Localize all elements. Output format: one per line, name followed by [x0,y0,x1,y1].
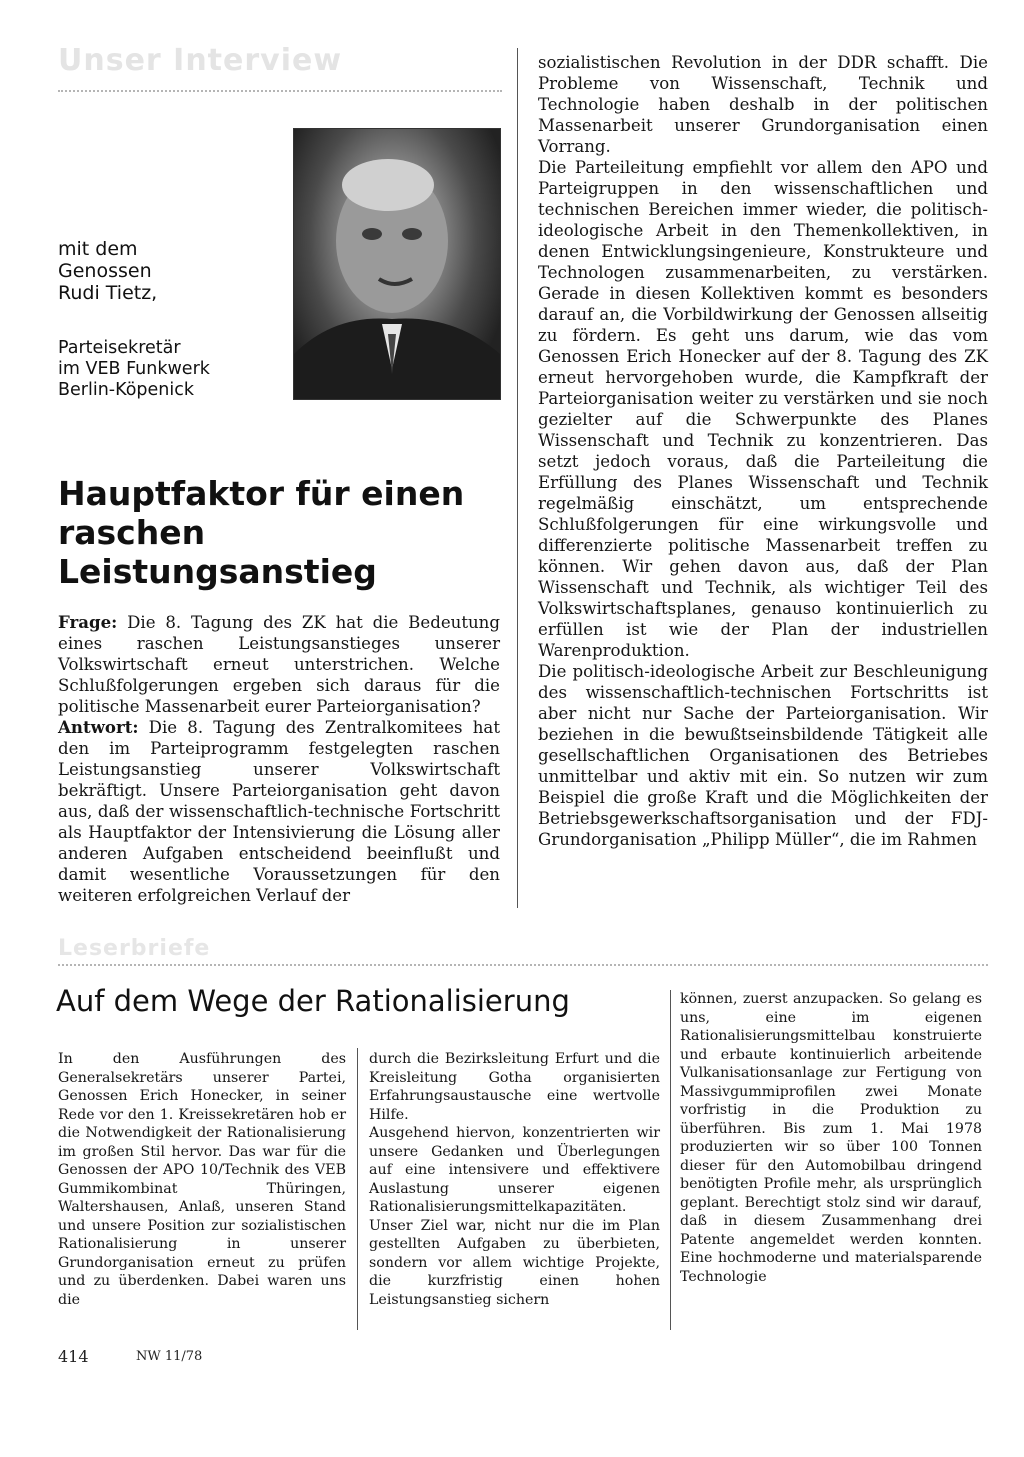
letters-divider-2 [670,990,671,1330]
letters-column-3 [680,990,982,1286]
letters-section-title: Leserbriefe [58,936,211,961]
question-paragraph [58,612,500,717]
letters-title-rule [58,964,988,966]
interview-left-column [58,612,500,906]
interviewee-intro [58,238,290,304]
right-paragraph-1: sozialistischen Revolution in der DDR schafft. Die Probleme von Wissenschaft, Technik und Technologie haben deshalb in der politischen Massenarbeit unserer Grundorganisation einen Vorrang. [538,53,988,156]
letters-col1-text: In den Ausführungen des Generalsekretärs unserer Partei, Genossen Erich Honecker, in seiner Rede vor den 1. Kreissekretären hob er die Notwendigkeit der Rationalisierung im großen Stil hervor. Das war für die Genossen der APO 10/Technik des VEB Gummikombinat Thüringen, Waltershausen, Anlaß, unseren Stand und unsere Position zur sozialistischen Rationalisierung in unserer Grundorganisation erneut zu prüfen und zu überdenken. Dabei waren uns die [58,1051,346,1308]
question-label: Frage: [58,612,118,632]
question-text: Die 8. Tagung des ZK hat die Bedeutung eines raschen Leistungsanstieges unserer Volkswirtschaft erneut unterstrichen. Welche Schlußfolgerungen ergeben sich daraus für die politische Massenarbeit eurer Parteiorganisation? [58,613,500,716]
interview-title-rule [58,90,502,92]
letters-divider-1 [357,1048,358,1330]
answer-label: Antwort: [58,717,139,737]
letters-col3-text: können, zuerst anzupacken. So gelang es uns, eine im eigenen Rationalisierungsmittelbau konstruierte und erbaute kontinuierlich arbeitende Vulkanisationsanlage zur Fertigung von Massivgummiprofilen zwei Monate vorfristig in die Produktion zu überführen. Bis zum 1. Mai 1978 produzierten wir so über 100 Tonnen dieser für den Automobilbau dringend benötigten Profile mehr, als ursprünglich geplant. Berechtigt stolz sind wir darauf, daß in diesem Zusammenhang drei Patente angemeldet werden konnten. Eine hochmoderne und materialsparende Technologie [680,991,982,1285]
interview-right-column [538,52,988,850]
letters-col2-p2: Ausgehend hiervon, konzentrierten wir unsere Gedanken und Überlegungen auf eine intensivere und effektivere Auslastung unserer eigenen Rationalisierungsmittelkapazitäten. Unser Ziel war, nicht nur die im Plan gestellten Aufgaben zu überbieten, sondern vor allem wichtige Projekte, die kurzfristig einen hohen Leistungsanstieg sichern [369,1125,660,1308]
right-paragraph-2: Die Parteileitung empfiehlt vor allem den APO und Parteigruppen in den wissenschaftlichen und technischen Bereichen immer wieder, die politisch-ideologische Arbeit in den Themenkollektiven, in denen Entwicklungsingenieure, Konstrukteure und Technologen zusammenarbeiten, zu verstärken. Gerade in diesen Kollektiven kommt es besonders darauf an, die Vorbildwirkung der Genossen allseitig zu fördern. Es geht uns darum, wie das vom Genossen Erich Honecker auf der 8. Tagung des ZK erneut hervorgehoben wurde, die Kampfkraft der Parteiorganisation weiter zu verstärken und sie noch gezielter auf die Schwerpunkte des Planes Wissenschaft und Technik zu konzentrieren. Das setzt jedoch voraus, daß die Parteileitung die Erfüllung des Planes Wissenschaft und Technik regelmäßig einschätzt, um entsprechende Schlußfolgerungen für eine wirkungsvolle und differenzierte politische Massenarbeit treffen zu können. Wir gehen davon aus, daß der Plan Wissenschaft und Technik, als wichtiger Teil des Volkswirtschaftsplanes, genauso kontinuierlich zu erfüllen ist wie der Plan der industriellen Warenproduktion. [538,158,988,660]
page-number: 414 [58,1347,89,1366]
role-line-1: Parteisekretär [58,338,181,358]
letters-headline: Auf dem Wege der Rationalisierung [56,984,570,1018]
interview-headline: Hauptfaktor für einen raschen Leistungsanstieg [58,474,465,591]
letters-col2-p1: durch die Bezirksleitung Erfurt und die Kreisleitung Gotha organisierten Erfahrungsaustausche eine wertvolle Hilfe. [369,1051,660,1123]
column-divider [517,48,518,908]
portrait-photo [293,128,501,400]
role-line-2: im VEB Funkwerk [58,359,210,379]
letters-column-1 [58,1050,346,1309]
issue-label: NW 11/78 [136,1349,203,1364]
intro-line-2: Genossen [58,260,152,282]
interview-section-title: Unser Interview [58,43,343,78]
answer-text: Die 8. Tagung des Zentralkomitees hat den im Parteiprogramm festgelegten raschen Leistungsanstieg unserer Volkswirtschaft bekräftigt. Unsere Parteiorganisation geht davon aus, daß der wissenschaftlich-technische Fortschritt als Hauptfaktor der Intensivierung die Lösung aller anderen Aufgaben entscheidend beeinflußt und damit wesentliche Voraussetzungen für den weiteren erfolgreichen Verlauf der [58,718,500,905]
right-paragraph-3: Die politisch-ideologische Arbeit zur Beschleunigung des wissenschaftlich-technischen Fortschritts ist aber nicht nur Sache der Parteiorganisation. Wir beziehen in die bewußtseinsbildende Tätigkeit alle gesellschaftlichen Organisationen des Betriebes unmittelbar und aktiv mit ein. So nutzen wir zum Beispiel die große Kraft und die Möglichkeiten der Betriebsgewerkschaftsorganisation und der FDJ-Grundorganisation „Philipp Müller“, die im Rahmen [538,662,988,849]
interviewee-role [58,338,290,401]
letters-column-2 [369,1050,660,1309]
intro-name: Rudi Tietz, [58,282,158,304]
intro-line-1: mit dem [58,238,138,260]
answer-paragraph [58,717,500,906]
role-line-3: Berlin-Köpenick [58,380,194,400]
